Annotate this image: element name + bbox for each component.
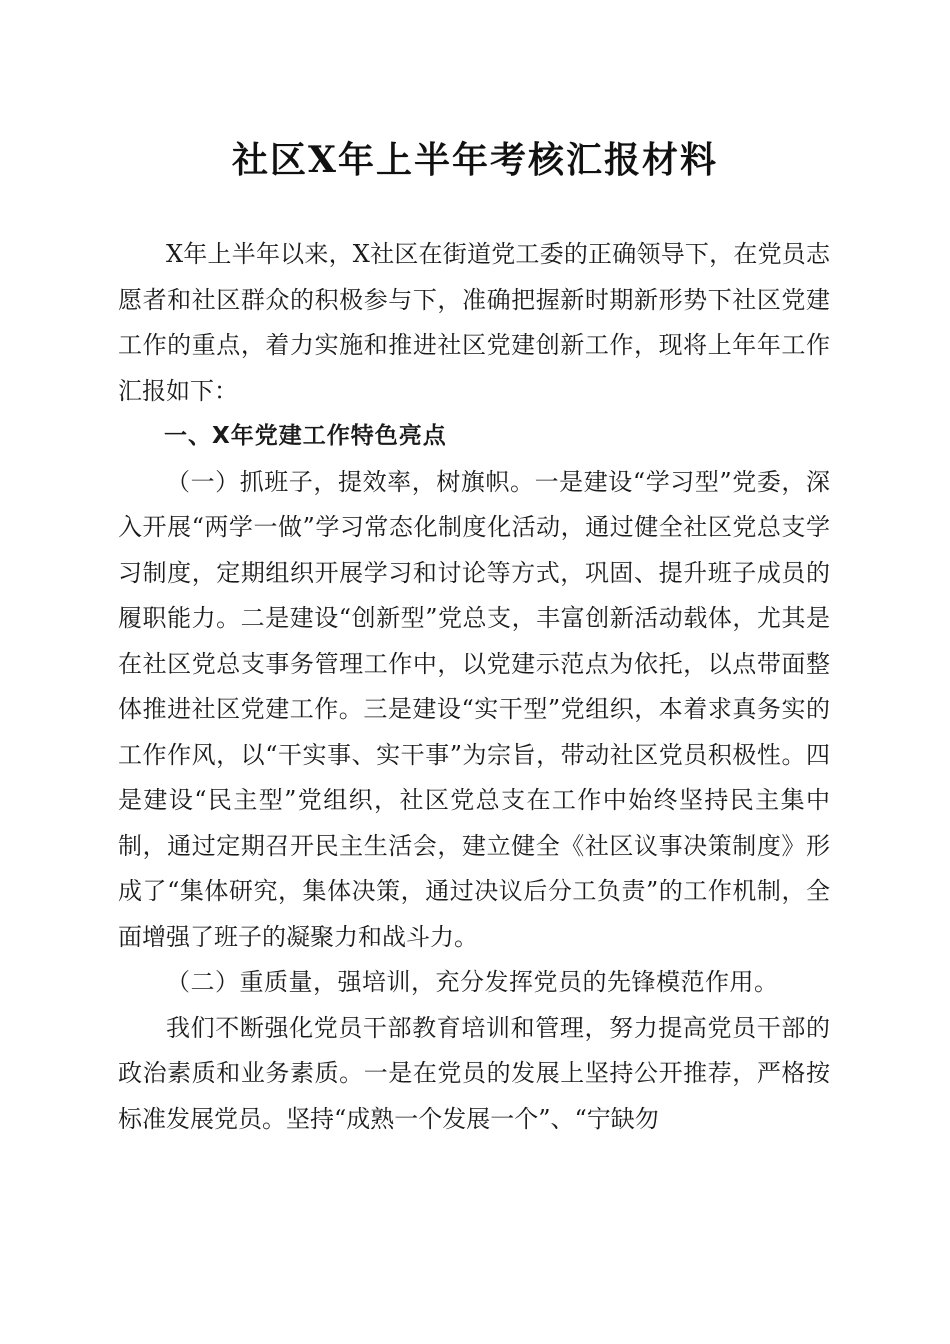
section-heading-party-building: 一、X年党建工作特色亮点 xyxy=(164,423,447,449)
document-title: 社区X年上半年考核汇报材料 xyxy=(232,139,718,181)
paragraph-leadership-team: （一）抓班子，提效率，树旗帜。一是建设“学习型”党委，深入开展“两学一做”学习常态化制度化活动，通过健全社区党总支学习制度，定期组织开展学习和讨论等方式，巩固、提升班子成员的履职能力。二是建设“创新型”党总支，丰富创新活动载体，尤其是在社区党总支事务管理工作中，以党建示范点为依托，以点带面整体推进社区党建工作。三是建设“实干型”党组织，本着求真务实的工作作风，以“干实事、实干事”为宗旨，带动社区党员积极性。四是建设“民主型”党组织，社区党总支在工作中始终坚持民主集中制，通过定期召开民主生活会，建立健全《社区议事决策制度》形成了“集体研究，集体决策，通过决议后分工负责”的工作机制，全面增强了班子的凝聚力和战斗力。 xyxy=(118,467,830,951)
subheading-training: （二）重质量，强培训，充分发挥党员的先锋模范作用。 xyxy=(166,968,779,996)
document-body xyxy=(118,232,830,1142)
intro-paragraph: X年上半年以来，X社区在街道党工委的正确领导下，在党员志愿者和社区群众的积极参与下，准确把握新时期新形势下社区党建工作的重点，着力实施和推进社区党建创新工作，现将上年年工作汇报如下： xyxy=(118,240,830,405)
paragraph-member-training: 我们不断强化党员干部教育培训和管理，努力提高党员干部的政治素质和业务素质。一是在党员的发展上坚持公开推荐，严格按标准发展党员。坚持“成熟一个发展一个”、“宁缺勿 xyxy=(118,1013,830,1133)
